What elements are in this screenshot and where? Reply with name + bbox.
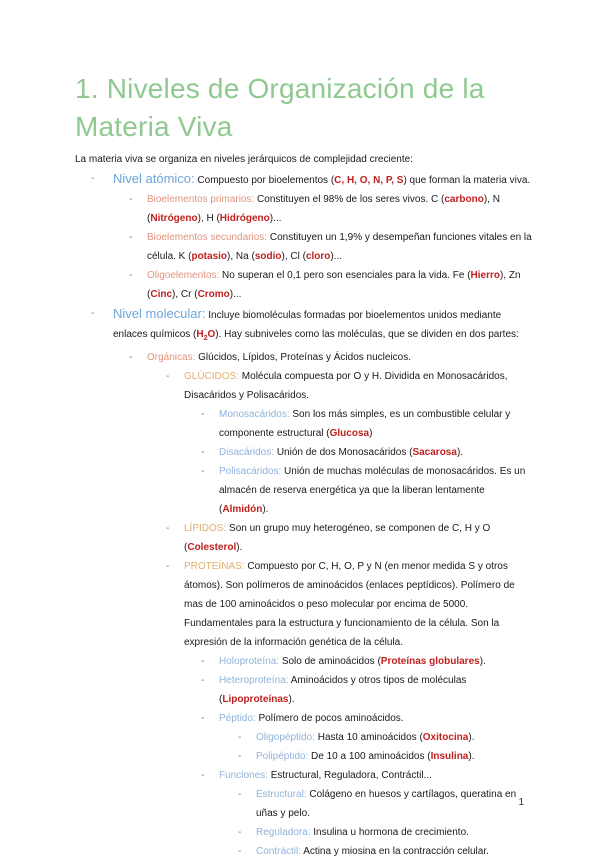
highlight-text: Cinc [150,289,173,300]
item-heading: LÍPIDOS: [184,523,227,534]
item-heading: Funciones: [219,770,268,781]
list-item-contractil [238,842,535,861]
item-heading: GLÚCIDOS: [184,371,240,382]
bullet-dash: - [129,232,133,243]
item-heading: Orgánicas: [147,352,196,363]
bullet-dash: - [238,732,242,743]
item-text: ). [288,694,295,705]
bullet-dash: - [166,371,170,382]
list-item-disacaridos [201,443,535,462]
item-text: ). [262,504,269,515]
highlight-text: Lipoproteínas [222,694,289,705]
item-heading: Polipéptido: [256,751,309,762]
list-item-funciones [201,766,535,785]
list-item-estructural [238,785,535,823]
item-text: Son un grupo muy heterogéneo, se componen de C, H y O ( [184,523,491,553]
item-text: Incluye biomoléculas formadas por bioelementos unidos mediante enlaces químicos ( [113,310,502,340]
item-text: Constituyen un 1,9% y desempeñan funciones vitales en la célula. K ( [147,232,532,262]
highlight-text: carbono [444,194,484,205]
highlight-text: potasio [191,251,228,262]
item-heading: Holoproteína: [219,656,280,667]
item-text: Actina y miosina en la contracción celular. [303,846,489,857]
item-text: ). [456,447,464,458]
highlight-text: C, H, O, N, P, S [334,175,404,186]
item-heading: Bioelementos primarios: [147,194,255,205]
highlight-text: Colesterol [187,542,237,553]
item-text: ), H ( [197,213,220,224]
bullet-dash: - [238,827,242,838]
item-text: Unión de muchas moléculas de monosacáridos. Es un almacén de reserva energética ya que la liberan lentamente ( [219,466,526,515]
item-text: Compuesto por C, H, O, P y N (en menor medida S y otros átomos). Son polímeros de aminoácidos (enlaces peptídicos). Polímero de mas de 100 aminoácidos o peso molecular por encima de 5000. Fundamentales para la estructura y funcionamiento de la célula. Son la expresión de la información genética de la célula. [184,561,515,648]
item-text: ). [479,656,486,667]
bullet-dash: - [129,352,133,363]
highlight-text: Hidrógeno [219,213,270,224]
bullet-dash: - [129,270,133,281]
item-heading: Nivel molecular: [113,306,206,321]
bullet-dash: - [201,409,205,420]
highlight-text: O [207,329,216,340]
item-heading: Péptido: [219,713,256,724]
item-text: ) [369,428,373,439]
highlight-text: Insulina [430,751,469,762]
list-item-monosacaridos [201,405,535,443]
highlight-text: sodio [254,251,282,262]
item-text: Glúcidos, Lípidos, Proteínas y Ácidos nucleicos. [198,352,412,363]
highlight-text: Hierro [470,270,500,281]
item-text: Hasta 10 aminoácidos ( [317,732,423,743]
bullet-dash: - [238,751,242,762]
list-item-nivel-atomico [91,169,535,190]
item-text: ), Cr ( [172,289,198,300]
item-heading: Heteroproteína: [219,675,289,686]
highlight-text: Glucosa [329,428,370,439]
item-text: Compuesto por bioelementos ( [197,175,335,186]
bullet-dash: - [201,770,205,781]
list-item-polisacaridos [201,462,535,519]
bullet-dash: - [166,523,170,534]
list-item-reguladora [238,823,535,842]
item-heading: Oligopéptido: [256,732,315,743]
item-heading: Monosacáridos: [219,409,290,420]
list-item-oligopeptido [238,728,535,747]
bullet-dash: - [201,447,205,458]
list-item-polipeptido [238,747,535,766]
item-text: ) que forman la materia viva. [403,175,531,186]
bullet-dash: - [201,656,205,667]
bullet-dash: - [91,173,95,184]
highlight-text: Cromo [197,289,230,300]
list-item-holoproteina [201,652,535,671]
item-text: ), Zn ( [147,270,521,300]
item-text: ). [468,732,475,743]
highlight-text: Almidón [222,504,263,515]
list-item-bioelementos-secundarios [129,228,535,266]
highlight-text: Nitrógeno [150,213,198,224]
list-item-proteinas [166,557,535,652]
document-body [75,150,535,861]
subscript-text: 2 [203,335,208,342]
list-item-oligoelementos [129,266,535,304]
item-text: Insulina u hormona de crecimiento. [313,827,469,838]
page-title: 1. Niveles de Organización de la Materia Viva [75,73,485,142]
highlight-text: Proteínas globulares [380,656,480,667]
item-text: ), N ( [147,194,500,224]
bullet-dash: - [91,308,95,319]
item-text: ). Hay subniveles como las moléculas, que se dividen en dos partes: [215,329,519,340]
bullet-dash: - [201,466,205,477]
item-text: Constituyen el 98% de los seres vivos. C ( [257,194,445,205]
item-text: Son los más simples, es un combustible celular y componente estructural ( [219,409,511,439]
item-heading: Bioelementos secundarios: [147,232,268,243]
list-item-bioelementos-primarios [129,190,535,228]
item-heading: Reguladora: [256,827,311,838]
item-text: )... [229,289,242,300]
highlight-text: H [196,329,204,340]
item-text: De 10 a 100 aminoácidos ( [311,751,431,762]
item-text: Estructural, Reguladora, Contráctil... [270,770,432,781]
list-item-nivel-molecular [91,304,535,348]
item-text: Aminoácidos y otros tipos de moléculas ( [219,675,467,705]
bullet-dash: - [201,713,205,724]
item-text: )... [330,251,343,262]
item-text: Unión de dos Monosacáridos ( [276,447,413,458]
item-text: ). [468,751,475,762]
item-text: ), Cl ( [281,251,306,262]
list-item-glucidos [166,367,535,405]
list-item-heteroproteina [201,671,535,709]
list-item-organicas [129,348,535,367]
item-text: ). [236,542,243,553]
highlight-text: Oxitocina [422,732,469,743]
item-text: Molécula compuesta por O y H. Dividida en Monosacáridos, Disacáridos y Polisacáridos. [184,371,508,401]
intro-paragraph: La materia viva se organiza en niveles jerárquicos de complejidad creciente: [75,154,413,165]
highlight-text: cloro [305,251,331,262]
highlight-text: Sacarosa [412,447,457,458]
item-heading: PROTEÍNAS: [184,561,245,572]
item-text: ), Na ( [227,251,255,262]
bullet-dash: - [129,194,133,205]
item-text: Solo de aminoácidos ( [281,656,381,667]
bullet-dash: - [166,561,170,572]
bullet-dash: - [238,846,242,857]
item-heading: Oligoelementos: [147,270,220,281]
item-heading: Disacáridos: [219,447,275,458]
item-heading: Polisacáridos: [219,466,282,477]
list-item-lipidos [166,519,535,557]
item-heading: Estructural: [256,789,307,800]
bullet-dash: - [238,789,242,800]
bullet-dash: - [201,675,205,686]
item-text: )... [269,213,282,224]
item-text: Colágeno en huesos y cartílagos, queratina en uñas y pelo. [256,789,517,819]
page-number: 1 [518,797,524,808]
list-item-peptido [201,709,535,728]
item-heading: Nivel atómico: [113,171,195,186]
item-text: Polímero de pocos aminoácidos. [258,713,404,724]
item-heading: Contráctil: [256,846,302,857]
item-text: No superan el 0,1 pero son esenciales para la vida. Fe ( [222,270,471,281]
